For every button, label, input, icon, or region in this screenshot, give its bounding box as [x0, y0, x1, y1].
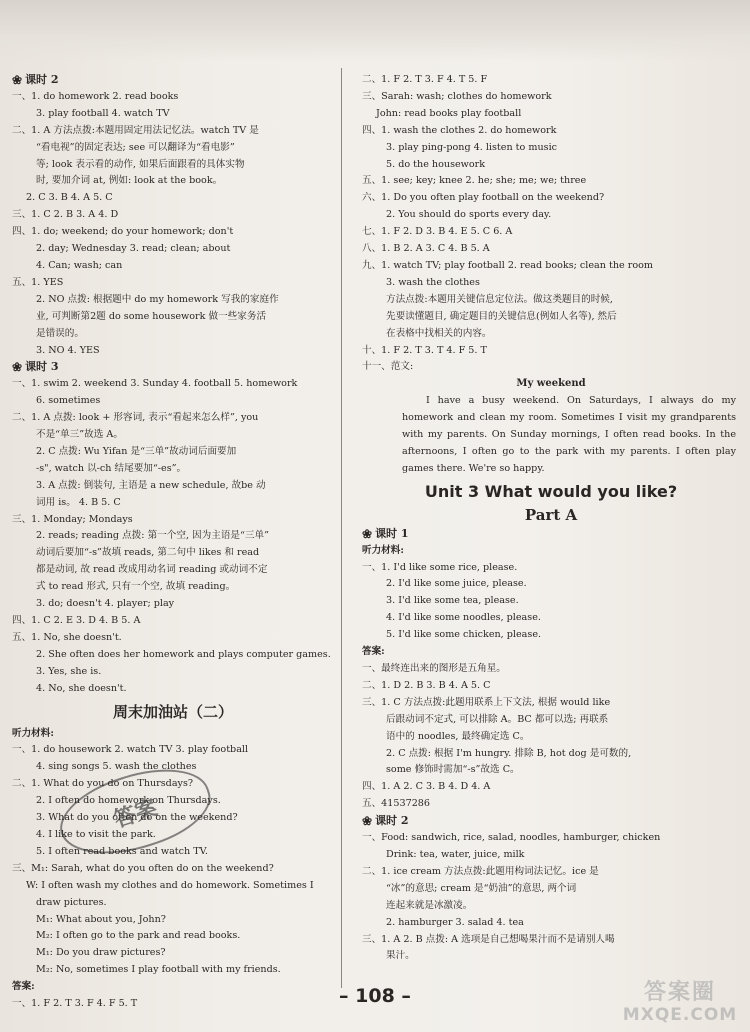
- right-line-13: 方法点拨:本题用关键信息定位法。做这类题目的时候,: [386, 293, 613, 305]
- right-line-31: 二、1. D 2. B 3. B 4. A 5. C: [362, 679, 491, 691]
- right-line-32: 三、1. C 方法点拨:此题用联系上下文法, 根据 would like: [362, 696, 611, 708]
- watermark-line-1: 答案圈: [643, 980, 716, 1005]
- right-line-26: 3. I'd like some tea, please.: [386, 595, 519, 607]
- left-line-6: 时, 要加介词 at, 例如: look at the book。: [36, 175, 223, 187]
- right-line-47: 果汁。: [386, 950, 415, 962]
- right-line-24: 一、1. I'd like some rice, please.: [362, 561, 518, 573]
- left-line-7: 2. C 3. B 4. A 5. C: [26, 192, 113, 204]
- column-divider: [341, 68, 342, 988]
- paw-icon: ❀: [12, 360, 23, 375]
- left-line-9: 四、1. do; weekend; do your homework; don't: [12, 226, 234, 238]
- right-line-42: 二、1. ice cream 方法点拨:此题用构词法记忆。ice 是: [362, 865, 599, 877]
- right-line-19: I have a busy weekend. On Saturdays, I always do my homework and clean my room. Sometimes I visit my grandparents with my parents. On Sunday mornings, I often read books. In the afternoons, I often go to the park with my parents. I often play games there. We're so happy.: [402, 395, 736, 474]
- left-line-36: 4. No, she doesn't.: [36, 682, 127, 694]
- right-line-1: 三、Sarah: wash; clothes do homework: [362, 90, 552, 102]
- left-line-44: 4. I like to visit the park.: [36, 828, 156, 840]
- right-line-9: 七、1. F 2. D 3. B 4. E 5. C 6. A: [362, 226, 513, 238]
- right-line-8: 2. You should do sports every day.: [386, 209, 552, 221]
- lesson-heading: 课时 2: [25, 73, 59, 86]
- left-line-46: 三、M₁: Sarah, what do you often do on the weekend?: [12, 862, 274, 874]
- right-line-11: 九、1. watch TV; play football 2. read books; clean the room: [362, 259, 653, 271]
- left-line-53: 答案:: [12, 981, 35, 993]
- left-line-15: 是错误的。: [36, 327, 84, 339]
- left-line-35: 3. Yes, she is.: [36, 665, 102, 677]
- left-line-3: 二、1. A 方法点拨:本题用固定用法记忆法。watch TV 是: [12, 124, 259, 136]
- lesson-heading: 课时 1: [375, 526, 409, 540]
- right-line-7: 六、1. Do you often play football on the weekend?: [362, 192, 605, 204]
- left-column: [12, 72, 334, 1013]
- left-line-39: 一、1. do housework 2. watch TV 3. play football: [12, 744, 249, 756]
- left-line-26: 三、1. Monday; Mondays: [12, 513, 133, 525]
- left-line-52: M₂: No, sometimes I play football with my friends.: [36, 964, 281, 976]
- right-line-18: My weekend: [516, 378, 586, 390]
- right-line-39: [362, 813, 740, 830]
- left-line-42: 2. I often do homework on Thursdays.: [36, 795, 221, 807]
- left-line-49: M₁: What about you, John?: [36, 913, 166, 925]
- left-line-22: 2. C 点拨: Wu Yifan 是“三单”故动词后面要加: [36, 445, 237, 457]
- right-line-41: Drink: tea, water, juice, milk: [386, 848, 525, 860]
- left-line-29: 都是动词, 故 read 改成用动名词 reading 或动词不定: [36, 564, 268, 576]
- right-line-30: 一、最终连出来的图形是五角星。: [362, 663, 506, 674]
- right-line-35: 2. C 点拨: 根据 I'm hungry. 排除 B, hot dog 是可数的,: [386, 747, 632, 759]
- left-line-41: 二、1. What do you do on Thursdays?: [12, 778, 194, 790]
- left-line-50: M₂: I often go to the park and read books.: [36, 930, 241, 942]
- right-line-2: John: read books play football: [376, 107, 522, 119]
- left-line-23: -s", watch 以-ch 结尾要加“-es”。: [36, 462, 187, 474]
- left-line-16: 3. NO 4. YES: [36, 344, 100, 356]
- right-line-14: 先要读懂题目, 确定题目的关键信息(例如人名等), 然后: [386, 310, 617, 322]
- left-line-43: 3. What do you often do on the weekend?: [36, 812, 238, 824]
- right-line-46: 三、1. A 2. B 点拨: A 选项是自己想喝果汁而不是请别人喝: [362, 933, 615, 945]
- left-line-32: 四、1. C 2. E 3. D 4. B 5. A: [12, 615, 141, 626]
- paw-icon: ❀: [362, 526, 373, 541]
- right-line-29: 答案:: [362, 646, 385, 658]
- top-header-strip: [0, 0, 750, 62]
- lesson-heading: 课时 3: [25, 360, 59, 374]
- left-line-17: [12, 359, 334, 376]
- stamp-text: 答案: [110, 794, 161, 833]
- right-line-27: 4. I'd like some noodles, please.: [386, 612, 541, 624]
- left-line-11: 4. Can; wash; can: [36, 259, 123, 271]
- site-watermark: [616, 982, 744, 1030]
- left-line-4: “看电视”的固定表达; see 可以翻译为“看电影”: [36, 141, 235, 153]
- left-line-21: 不是“单三”故选 A。: [36, 429, 123, 441]
- left-line-34: 2. She often does her homework and plays computer games.: [36, 648, 331, 660]
- left-line-27: 2. reads; reading 点拨: 第一个空, 因为主语是“三单”: [36, 530, 270, 542]
- right-line-17: 十一、范文:: [362, 361, 414, 373]
- paw-icon: ❀: [12, 73, 23, 87]
- right-line-23: 听力材料:: [362, 544, 404, 556]
- right-line-33: 后跟动词不定式, 可以排除 A。BC 都可以选; 再联系: [386, 713, 609, 725]
- right-line-3: 四、1. wash the clothes 2. do homework: [362, 124, 557, 136]
- left-line-25: 词用 is。 4. B 5. C: [36, 496, 121, 508]
- left-line-20: 二、1. A 点拨: look + 形容词, 表示“看起来怎么样”, you: [12, 412, 259, 424]
- right-line-5: 5. do the housework: [386, 158, 486, 170]
- left-line-45: 5. I often read books and watch TV.: [36, 845, 208, 857]
- left-line-13: 2. NO 点拨: 根据题中 do my homework 写我的家庭作: [36, 293, 279, 305]
- left-line-40: 4. sing songs 5. wash the clothes: [36, 761, 197, 773]
- right-line-44: 连起来就是冰激凌。: [386, 899, 473, 911]
- right-line-10: 八、1. B 2. A 3. C 4. B 5. A: [362, 243, 490, 255]
- left-line-18: 一、1. swim 2. weekend 3. Sunday 4. football 5. homework: [12, 378, 298, 390]
- watermark-line-2: MXQE.COM: [622, 1005, 738, 1025]
- right-line-45: 2. hamburger 3. salad 4. tea: [386, 916, 524, 928]
- left-line-33: 五、1. No, she doesn't.: [12, 631, 122, 643]
- left-line-0: [12, 72, 334, 89]
- right-line-0: 二、1. F 2. T 3. F 4. T 5. F: [362, 74, 488, 85]
- right-line-22: [362, 526, 740, 543]
- right-line-37: 四、1. A 2. C 3. B 4. D 4. A: [362, 781, 491, 793]
- right-line-20: Unit 3 What would you like?: [424, 481, 678, 501]
- lesson-heading: 课时 2: [375, 814, 409, 828]
- right-line-12: 3. wash the clothes: [386, 276, 480, 288]
- right-line-38: 五、41537286: [362, 798, 431, 810]
- right-line-34: 语中的 noodles, 最终确定选 C。: [386, 730, 530, 742]
- left-line-2: 3. play football 4. watch TV: [36, 107, 170, 119]
- left-line-14: 业, 可判断第2题 do some housework 做一些家务活: [36, 310, 267, 322]
- page-number: – 108 –: [339, 985, 411, 1007]
- left-line-10: 2. day; Wednesday 3. read; clean; about: [36, 243, 231, 255]
- left-line-38: 听力材料:: [12, 727, 54, 739]
- right-line-43: “冰”的意思; cream 是“奶油”的意思, 两个词: [386, 882, 577, 894]
- right-line-28: 5. I'd like some chicken, please.: [386, 629, 542, 641]
- left-line-51: M₁: Do you draw pictures?: [36, 947, 166, 959]
- right-line-6: 五、1. see; key; knee 2. he; she; me; we; three: [362, 175, 587, 187]
- paw-icon: ❀: [362, 814, 373, 829]
- left-line-31: 3. do; doesn't 4. player; play: [36, 598, 175, 610]
- left-line-30: 式 to read 形式, 只有一个空, 故填 reading。: [36, 581, 236, 593]
- right-line-36: some 修饰时需加“-s”故选 C。: [386, 764, 520, 776]
- left-line-37: 周末加油站（二）: [112, 702, 233, 721]
- right-line-25: 2. I'd like some juice, please.: [386, 578, 527, 590]
- left-line-1: 一、1. do homework 2. read books: [12, 90, 179, 102]
- left-line-48: draw pictures.: [36, 896, 107, 908]
- left-line-12: 五、1. YES: [12, 276, 64, 288]
- left-line-5: 等; look 表示看的动作, 如果后面跟看的具体实物: [36, 158, 245, 170]
- left-line-8: 三、1. C 2. B 3. A 4. D: [12, 209, 119, 221]
- right-line-40: 一、Food: sandwich, rice, salad, noodles, hamburger, chicken: [362, 832, 661, 844]
- left-line-28: 动词后要加“-s”故填 reads, 第二句中 likes 和 read: [36, 547, 260, 559]
- right-line-16: 十、1. F 2. T 3. T 4. F 5. T: [362, 344, 487, 356]
- right-line-4: 3. play ping-pong 4. listen to music: [386, 141, 558, 153]
- left-line-47: W: I often wash my clothes and do homework. Sometimes I: [26, 879, 314, 891]
- left-line-24: 3. A 点拨: 倒装句, 主语是 a new schedule, 故be 动: [36, 479, 266, 491]
- right-line-15: 在表格中找相关的内容。: [386, 327, 492, 339]
- left-line-19: 6. sometimes: [36, 395, 101, 407]
- right-line-21: Part A: [524, 505, 578, 524]
- right-column: [362, 72, 740, 965]
- left-line-54: 一、1. F 2. T 3. F 4. F 5. T: [12, 998, 138, 1010]
